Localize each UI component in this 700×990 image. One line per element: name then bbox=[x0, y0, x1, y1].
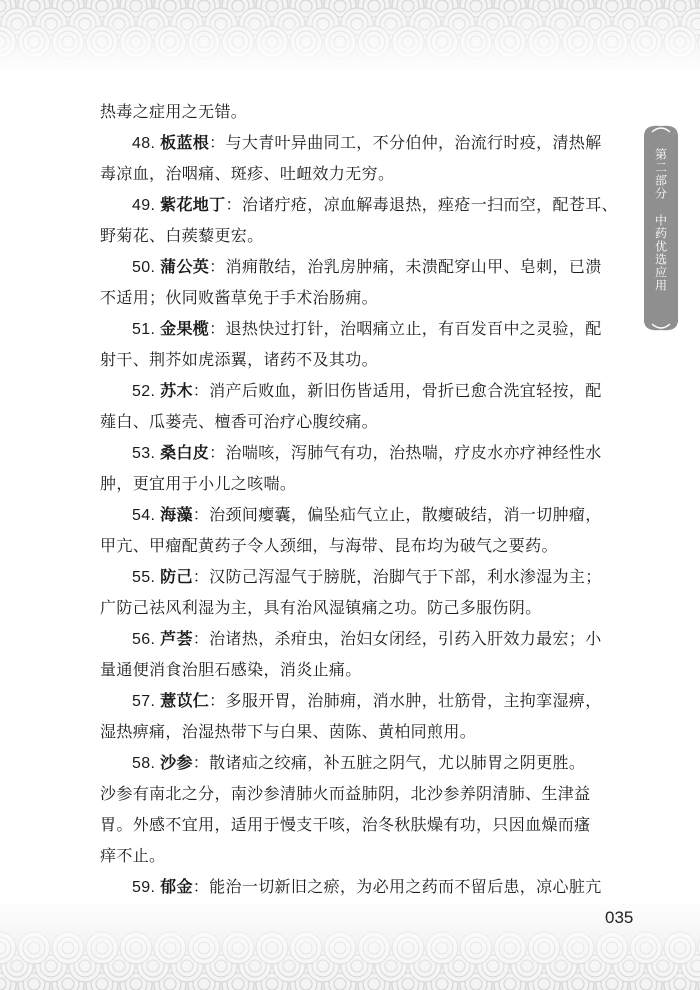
entry-first-line bbox=[100, 871, 608, 902]
entry-line: 沙参有南北之分，南沙参清肺火而益肺阴，北沙参养阴清肺、生津益 bbox=[100, 784, 591, 803]
herb-name: 苏木 bbox=[160, 383, 193, 400]
entry-text: ：消痈散结，治乳房肿痛，未溃配穿山甲、皂刺，已溃 bbox=[209, 257, 602, 276]
entry-text: ：消产后败血，新旧伤皆适用，骨折已愈合洗宜轻按，配 bbox=[192, 381, 602, 400]
entry-first-line bbox=[100, 189, 618, 220]
entry-first-line bbox=[100, 747, 608, 778]
side-tab-text bbox=[642, 148, 680, 292]
entry-line: 野菊花、白蒺藜更宏。 bbox=[100, 226, 264, 245]
herb-name: 防己 bbox=[160, 569, 193, 586]
entry-text: ：治诸疔疮，凉血解毒退热，痤疮一扫而空，配苍耳、 bbox=[225, 195, 618, 214]
entry-line: 量通便消食治胆石感染，消炎止痛。 bbox=[100, 660, 362, 679]
entry-first-line bbox=[100, 623, 608, 654]
chapter-title: 中药优选应用 bbox=[653, 214, 668, 292]
entry-text: ：与大青叶异曲同工，不分伯仲，治流行时疫，清热解 bbox=[209, 133, 602, 152]
entry-line: 射干、荆芥如虎添翼，诸药不及其功。 bbox=[100, 350, 378, 369]
entry-number: 56. bbox=[132, 631, 161, 648]
top-wave-border bbox=[0, 0, 700, 72]
herb-name: 薏苡仁 bbox=[160, 693, 210, 710]
entry-number: 53. bbox=[132, 445, 161, 462]
entry-first-line bbox=[100, 685, 608, 716]
entry-first-line bbox=[100, 313, 608, 344]
part-label: 第二部分 bbox=[653, 148, 668, 200]
entry-line: 湿热痹痛，治湿热带下与白果、茵陈、黄柏同煎用。 bbox=[100, 722, 477, 741]
top-wave-pattern bbox=[0, 0, 700, 72]
chapter-side-tab bbox=[642, 122, 680, 334]
continuation-line: 热毒之症用之无错。 bbox=[100, 102, 248, 121]
entry-line: 胃。外感不宜用，适用于慢支干咳，治冬秋肤燥有功，只因血燥而瘙 bbox=[100, 815, 591, 834]
herb-name: 桑白皮 bbox=[160, 445, 210, 462]
bottom-wave-border bbox=[0, 898, 700, 990]
entry-number: 55. bbox=[132, 569, 161, 586]
entry-text: ：治喘咳，泻肺气有功，治热喘，疗皮水亦疗神经性水 bbox=[209, 443, 602, 462]
entry-line: 薤白、瓜蒌壳、檀香可治疗心腹绞痛。 bbox=[100, 412, 378, 431]
entry-number: 57. bbox=[132, 693, 161, 710]
entry-line: 痒不止。 bbox=[100, 846, 166, 865]
entry-text: ：退热快过打针，治咽痛立止，有百发百中之灵验，配 bbox=[209, 319, 602, 338]
entry-number: 58. bbox=[132, 755, 161, 772]
entry-line: 肿，更宜用于小儿之咳喘。 bbox=[100, 474, 297, 493]
entry-number: 59. bbox=[132, 879, 161, 896]
entry-first-line bbox=[100, 499, 608, 530]
page-body-text bbox=[100, 96, 618, 902]
page-number: 035 bbox=[605, 908, 634, 927]
entry-text: ：多服开胃，治肺痈，消水肿，壮筋骨，主拘挛湿痹， bbox=[209, 691, 602, 710]
entry-text: ：能治一切新旧之瘀，为必用之药而不留后患，凉心脏亢 bbox=[192, 877, 602, 896]
entry-first-line bbox=[100, 127, 608, 158]
herb-name: 芦荟 bbox=[160, 631, 193, 648]
entry-number: 48. bbox=[132, 135, 161, 152]
entry-number: 49. bbox=[132, 197, 161, 214]
entry-number: 50. bbox=[132, 259, 161, 276]
entry-text: ：治诸热，杀疳虫，治妇女闭经，引药入肝效力最宏；小 bbox=[192, 629, 602, 648]
entry-text: ：散诸疝之绞痛，补五脏之阴气，尤以肺胃之阴更胜。 bbox=[192, 753, 586, 772]
entry-number: 52. bbox=[132, 383, 161, 400]
entry-text: ：治颈间瘿囊，偏坠疝气立止，散瘿破结，消一切肿瘤， bbox=[192, 505, 602, 524]
entry-line: 不适用；伙同败酱草免于手术治肠痈。 bbox=[100, 288, 378, 307]
entry-number: 54. bbox=[132, 507, 161, 524]
entry-line: 广防己祛风利湿为主，具有治风湿镇痛之功。防己多服伤阴。 bbox=[100, 598, 542, 617]
entry-line: 毒凉血，治咽痛、斑疹、吐衄效力无穷。 bbox=[100, 164, 395, 183]
entry-first-line bbox=[100, 251, 608, 282]
entry-first-line bbox=[100, 437, 608, 468]
herb-name: 沙参 bbox=[160, 755, 193, 772]
bottom-wave-pattern bbox=[0, 898, 700, 990]
herb-name: 海藻 bbox=[160, 507, 193, 524]
entry-line: 甲亢、甲瘤配黄药子令人颈细，与海带、昆布均为破气之要药。 bbox=[100, 536, 558, 555]
entry-first-line bbox=[100, 561, 608, 592]
herb-name: 金果榄 bbox=[160, 321, 210, 338]
herb-name: 板蓝根 bbox=[160, 135, 210, 152]
entry-first-line bbox=[100, 375, 608, 406]
herb-name: 蒲公英 bbox=[160, 259, 210, 276]
entry-number: 51. bbox=[132, 321, 161, 338]
herb-name: 郁金 bbox=[160, 879, 193, 896]
entry-text: ：汉防己泻湿气于膀胱，治脚气于下部，利水渗湿为主； bbox=[192, 567, 602, 586]
herb-name: 紫花地丁 bbox=[160, 197, 226, 214]
